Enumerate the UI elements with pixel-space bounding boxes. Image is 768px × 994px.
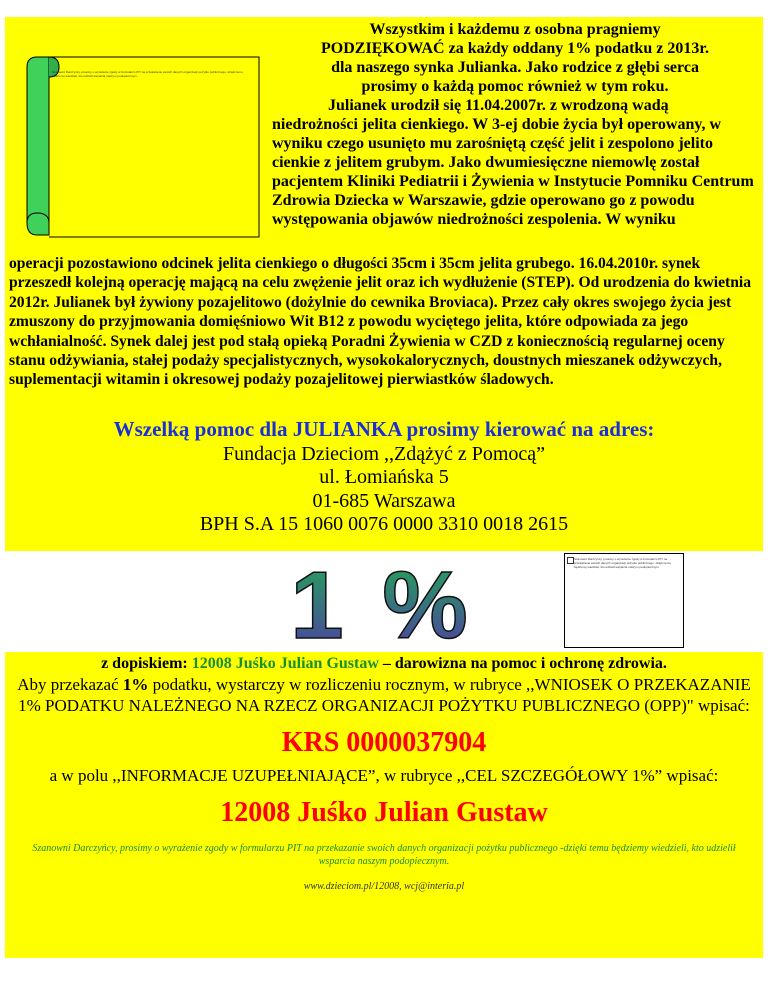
intro-line-1: Wszystkim i każdemu z osobna pragniemy	[369, 21, 661, 38]
scroll-graphic	[13, 53, 269, 243]
address-heading: Wszelką pomoc dla JULIANKA prosimy kierować na adres:	[113, 417, 655, 441]
one-percent-text: 1 %	[290, 556, 474, 646]
intro-line-4: prosimy o każdą pomoc również w tym roku.	[361, 78, 669, 95]
form-thumbnail-text: Szanowni Darczyńcy, prosimy o wyrażenie zgody w formularzu PIT na przekazanie swoich danych organizacji pożytku publicznego -dzięki temu będziemy wiedzieli, kto udzielił wsparcia naszym podopiecznym.	[574, 557, 671, 569]
intro-paragraph-2: Julianek urodził się 11.04.2007r. z wrodzoną wadą niedrożności jelita cienkiego. W 3-ej dobie życia był operowany, w wyniku czego usunięto mu zarośniętą część jelit i zespolono jelito cienkie z jelitem grubym. Jako dwumiesięczne niemowlę został pacjentem Kliniki Pediatrii i Żywienia w Instytucie Pomniku Centrum Zdrowia Dziecka w Warszawie, gdzie operowano go z powodu występowania objawów niedrożności zespolenia. W wyniku	[272, 97, 754, 228]
instructions-b: podatku, wystarczy w rozliczeniu rocznym, w rubryce ,,WNIOSEK O PRZEKAZANIE 1% PODATKU NALEŻNEGO NA RZECZ ORGANIZACJI POŻYTKU PUBLICZNEGO (OPP)" wpisać:	[18, 675, 751, 715]
scroll-note: Szanowni Darczyńcy, prosimy o wyrażenie zgody w formularzu PIT na przekazanie swoich danych organizacji pożytku publicznego -dzięki temu będziemy wiedzieli, kto udzielił wsparcia naszym podopiecznym.	[52, 70, 243, 78]
intro-line-3: dla naszego synka Julianka. Jako rodzice z głębi serca	[331, 59, 699, 76]
medical-history-text	[9, 254, 761, 390]
address-block	[5, 418, 763, 537]
foundation-name: Fundacja Dzieciom ,,Zdążyć z Pomocą”	[222, 442, 546, 465]
intro-text	[272, 20, 758, 229]
contact-info: www.dzieciom.pl/12008, wcj@interia.pl	[303, 881, 465, 892]
consent-note: Szanowni Darczyńcy, prosimy o wyrażenie zgody w formularzu PIT na przekazanie swoich danych organizacji pożytku publicznego -dzięki temu będziemy wiedzieli, kto udzielił wsparcia naszym podopiecznym.	[32, 843, 736, 867]
beneficiary-name: 12008 Juśko Julian Gustaw	[220, 797, 548, 828]
intro-line-2: PODZIĘKOWAĆ za każdy oddany 1% podatku z 2013r.	[321, 40, 709, 57]
street-address: ul. Łomiańska 5	[319, 466, 449, 488]
instructions-bold: 1%	[122, 675, 149, 694]
krs-number: KRS 0000037904	[281, 727, 487, 758]
form-thumbnail	[564, 553, 684, 648]
postal-city: 01-685 Warszawa	[312, 489, 456, 512]
tax-instructions	[5, 675, 763, 716]
medical-history-paragraph: operacji pozostawiono odcinek jelita cienkiego o długości 35cm i 35cm jelita grubego. 16.04.2010r. synek przeszedł kolejną operację mającą na celu zwężenie jelit oraz ich wydłużenie (STEP). Od urodzenia do kwietnia 2012r. Julianek był żywiony pozajelitowo (dożylnie do cewnika Broviaca). Przez cały okres swojego życia jest zmuszony do przyjmowania domięśniowo Wit B12 z powodu wyciętego jelita, które odpowiada za jego wchłanialność. Synek dalej jest pod stałą opieką Poradni Żywienia w CZD z koniecznością regularnej oceny stanu odżywiania, stałej podaży specjalistycznych, wysokokalorycznych, doustnych mieszanek odżywczych, suplementacji witamin i okresowej podaży pozajelitowej pierwiastków śladowych.	[9, 255, 752, 389]
one-percent-graphic	[282, 556, 482, 646]
supplementary-info-instruction: a w polu ,,INFORMACJE UZUPEŁNIAJĄCE”, w rubryce ,,CEL SZCZEGÓŁOWY 1%” wpisać:	[49, 766, 719, 785]
checkbox-icon	[567, 557, 574, 564]
dopisek-prefix: z dopiskiem:	[101, 655, 192, 672]
bank-account: BPH S.A 15 1060 0076 0000 3310 0018 2615	[199, 513, 569, 535]
bottom-instructions	[5, 654, 763, 893]
dopisek-name: 12008 Juśko Julian Gustaw	[191, 655, 379, 672]
instructions-a: Aby przekazać	[17, 675, 123, 694]
dopisek-line	[5, 654, 763, 674]
dopisek-suffix: – darowizna na pomoc i ochronę zdrowia.	[378, 655, 667, 672]
